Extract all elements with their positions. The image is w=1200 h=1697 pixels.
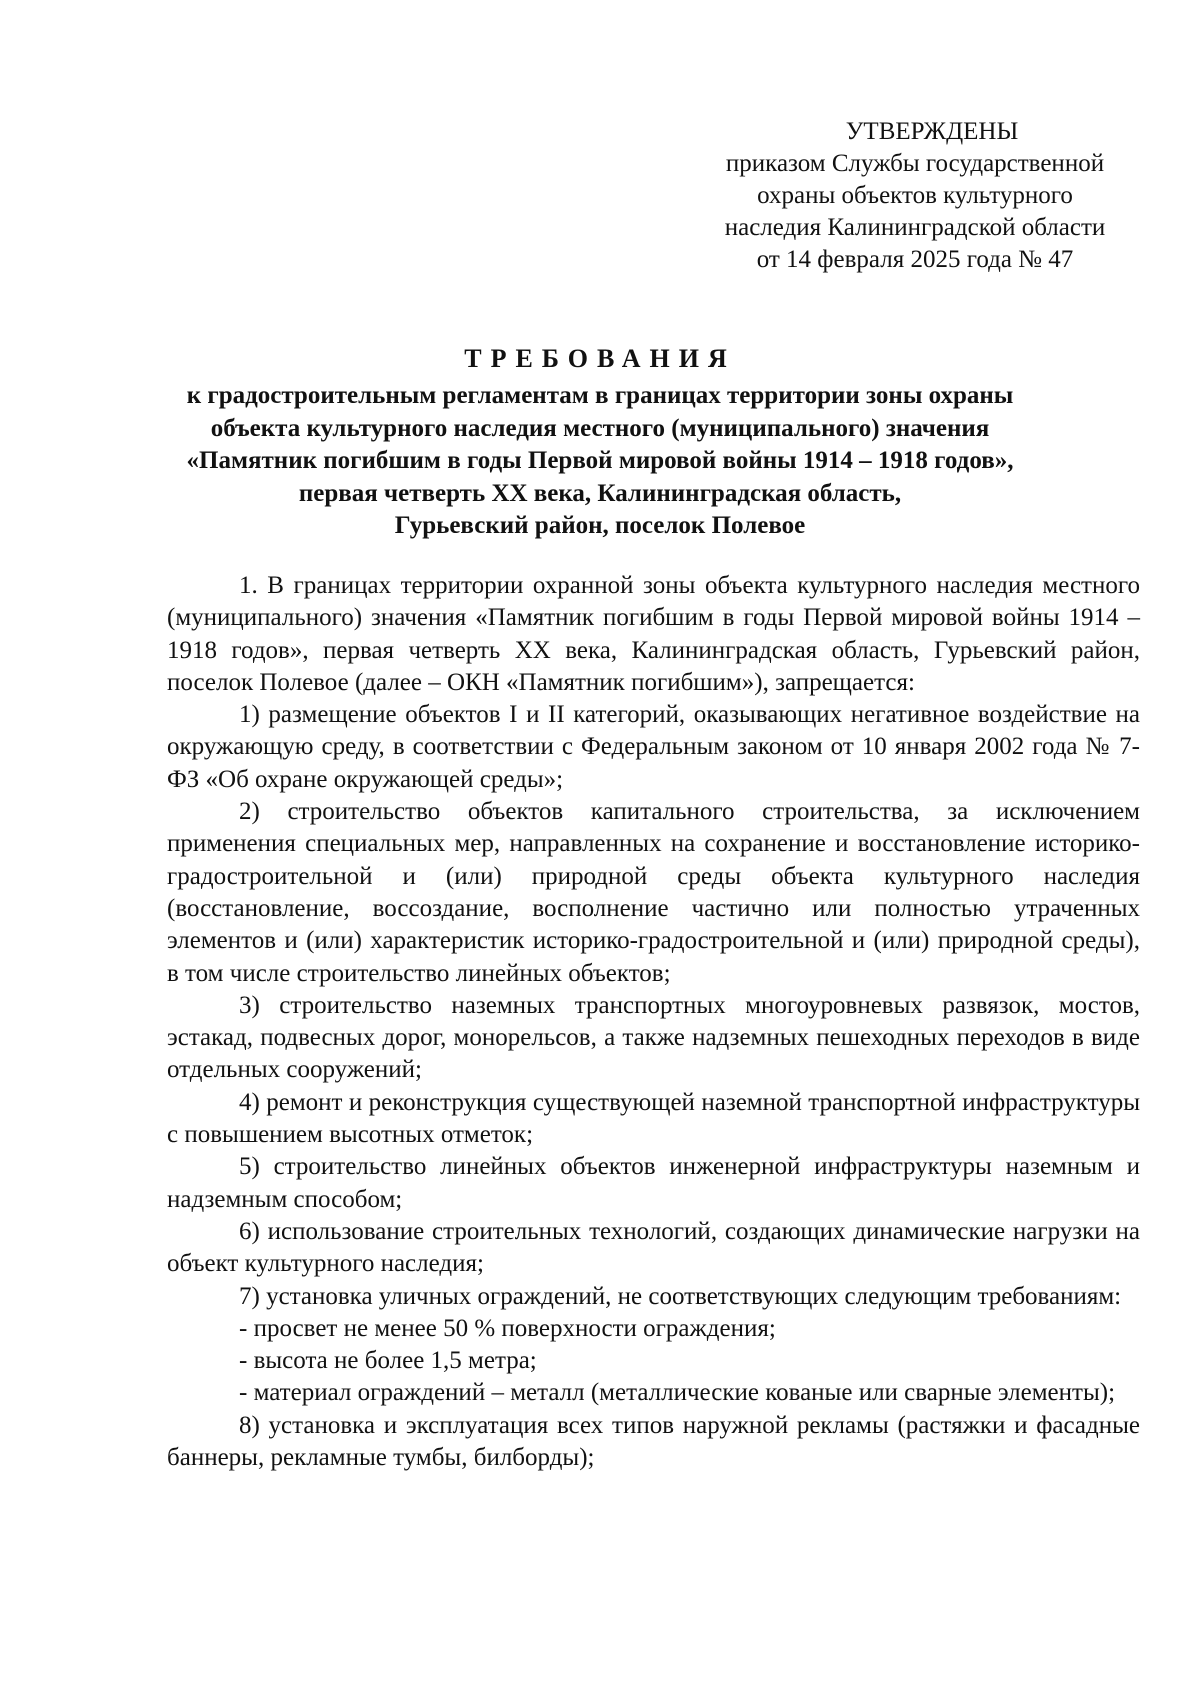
approval-line: приказом Службы государственной: [725, 150, 1105, 177]
approval-line: охраны объектов культурного: [757, 182, 1073, 209]
document-subtitle-line: к градостроительным регламентам в границах территории зоны охраны: [186, 382, 1014, 409]
approval-stamp-block: [690, 116, 1140, 276]
document-body: [167, 570, 1140, 1474]
document-subtitle-line: «Памятник погибшим в годы Первой мировой войны 1914 – 1918 годов»,: [186, 447, 1014, 474]
document-subtitle-line: Гурьевский район, поселок Полевое: [394, 512, 806, 539]
document-subtitle-line: объекта культурного наследия местного (муниципального) значения: [210, 414, 990, 442]
document-title-block: [150, 342, 1050, 543]
approval-line: от 14 февраля 2025 года № 47: [756, 246, 1074, 273]
body-paragraph: 1. В границах территории охранной зоны объекта культурного наследия местного (муниципального) значения «Памятник погибшим в годы Первой мировой войны 1914 – 1918 годов», первая четверть XX века, Калининградская область, Гурьевский район, поселок Полевое (далее – ОКН «Памятник погибшим»), запрещается:: [167, 572, 1140, 696]
body-paragraph: 2) строительство объектов капитального строительства, за исключением применения специальных мер, направленных на сохранение и восстановление историко-градостроительной и (или) природной среды объекта культурного наследия (восстановление, воссоздание, восполнение частично или полностью утраченных элементов и (или) характеристик историко-градостроительной и (или) природной среды), в том числе строительство линейных объектов;: [167, 798, 1140, 987]
approval-line: наследия Калининградской области: [724, 214, 1106, 241]
body-paragraph: 7) установка уличных ограждений, не соответствующих следующим требованиям:: [239, 1282, 1122, 1310]
body-paragraph: 4) ремонт и реконструкция существующей наземной транспортной инфраструктуры с повышением высотных отметок;: [167, 1088, 1140, 1149]
body-paragraph: 3) строительство наземных транспортных многоуровневых развязок, мостов, эстакад, подвесных дорог, монорельсов, а также надземных пешеходных переходов в виде отдельных сооружений;: [167, 991, 1140, 1084]
body-list-item: - материал ограждений – металл (металлические кованые или сварные элементы);: [239, 1379, 1116, 1407]
document-title: ТРЕБОВАНИЯ: [464, 344, 736, 373]
body-paragraph: 5) строительство линейных объектов инженерной инфраструктуры наземным и надземным способом;: [167, 1153, 1140, 1213]
body-list-item: - просвет не менее 50 % поверхности ограждения;: [239, 1314, 776, 1342]
body-paragraph: 8) установка и эксплуатация всех типов наружной рекламы (растяжки и фасадные баннеры, рекламные тумбы, билборды);: [167, 1411, 1140, 1472]
body-paragraph: 1) размещение объектов I и II категорий, оказывающих негативное воздействие на окружающую среду, в соответствии с Федеральным законом от 10 января 2002 года № 7-ФЗ «Об охране окружающей среды»;: [167, 701, 1140, 793]
approval-heading: УТВЕРЖДЕНЫ: [845, 118, 1019, 145]
body-list-item: - высота не более 1,5 метра;: [239, 1347, 537, 1375]
document-subtitle-line: первая четверть XX века, Калининградская область,: [298, 479, 902, 507]
body-paragraph: 6) использование строительных технологий, создающих динамические нагрузки на объект культурного наследия;: [167, 1217, 1140, 1278]
